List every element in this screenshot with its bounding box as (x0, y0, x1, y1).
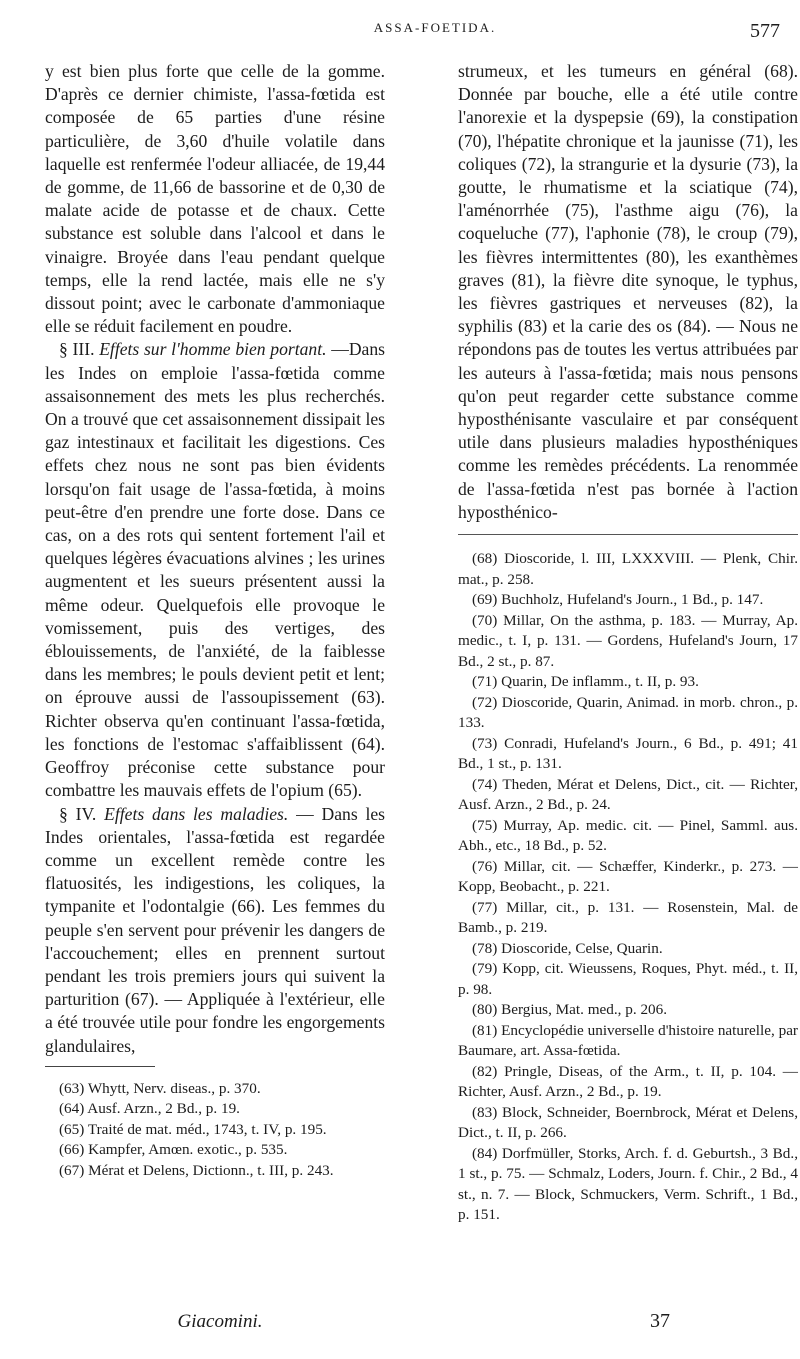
footnote: (65) Traité de mat. méd., 1743, t. IV, p. 195. (59, 1120, 327, 1138)
footnote: (63) Whytt, Nerv. diseas., p. 370. (59, 1079, 261, 1097)
section-4-title: Effets dans les maladies. (104, 803, 289, 824)
footnote: (64) Ausf. Arzn., 2 Bd., p. 19. (59, 1100, 240, 1118)
right-footnotes (458, 549, 798, 1226)
section-3-label: § III. (59, 339, 95, 360)
section-3 (45, 338, 385, 802)
footnote: (83) Block, Schneider, Boernbrock, Mérat et Delens, Dict., t. II, p. 266. (458, 1103, 798, 1142)
section-4-text: — Dans les Indes orientales, l'assa-fœtida est regardée comme un excellent remède contre les flatuosités, les indigestions, les coliques, la tympanite et l'odontalgie (66). Les femmes du peuple s'en servent pour prévenir les dangers de l'accouchement; elles en prennent surtout pendant les trois premiers jours qui suivent la parturition (67). — Appliquée à l'extérieur, elle a été trouvée utile pour fondre les engorgements glandulaires, (45, 803, 386, 1056)
footnote: (68) Dioscoride, l. III, LXXXVIII. — Plenk, Chir. mat., p. 258. (458, 550, 798, 588)
footnote: (77) Millar, cit., p. 131. — Rosenstein, Mal. de Bamb., p. 219. (458, 898, 798, 937)
footnote: (70) Millar, On the asthma, p. 183. — Murray, Ap. medic., t. I, p. 131. — Gordens, Hufeland's Journ, 17 Bd., 2 st., p. 87. (458, 611, 798, 670)
footnote: (69) Buchholz, Hufeland's Journ., 1 Bd., p. 147. (472, 591, 764, 609)
footnote: (84) Dorfmüller, Storks, Arch. f. d. Geburtsh., 3 Bd., 1 st., p. 75. — Schmalz, Loders, Journ. f. Chir., 2 Bd., 4 st., n. 7. — Block, Schmuckers, Verm. Schrift., 1 Bd., p. 151. (458, 1144, 798, 1224)
footnote: (82) Pringle, Diseas, of the Arm., t. II, p. 104. — Richter, Ausf. Arzn., 2 Bd., p. 19. (458, 1062, 798, 1101)
footnote: (73) Conradi, Hufeland's Journ., 6 Bd., p. 491; 41 Bd., 1 st., p. 131. (458, 734, 798, 773)
footnote: (81) Encyclopédie universelle d'histoire naturelle, par Baumare, art. Assa-fœtida. (458, 1021, 798, 1060)
section-3-text: —Dans les Indes on emploie l'assa-fœtida comme assaisonnement des mets les plus recherchés. On a trouvé que cet assaisonnement dissipait les gaz intestinaux et facilitait les digestions. Ces effets chez nous ne sont pas bien évidents lorsqu'on fait usage de l'assa-fœtida, à moins peut-être d'en prendre une forte dose. Dans ce cas, on a des rots qui sentent fortement l'ail et quelques légères évacuations alvines ; les urines augmentent et les sueurs présentent aussi la même odeur. Quelquefois elle provoque le vomissement, puis des vertiges, des éblouissements, de l'anxiété, de la faiblesse dans les membres; le pouls devient petit et lent; on éprouve aussi de l'assoupissement (63). Richter observa qu'en continuant l'assa-fœtida, les fonctions de l'estomac s'affaiblissent (64). Geoffroy préconise cette substance pour combattre les mauvais effets de l'opium (65). (45, 339, 385, 801)
printer-signature: Giacomini. (177, 1311, 263, 1332)
signature-number: 37 (650, 1310, 670, 1332)
footnote: (78) Dioscoride, Celse, Quarin. (472, 939, 663, 957)
section-4 (45, 803, 385, 1058)
section-4-label: § IV. (59, 803, 97, 824)
footnote: (75) Murray, Ap. medic. cit. — Pinel, Samml. aus. Abh., etc., 18 Bd., p. 52. (458, 816, 798, 855)
footnote: (66) Kampfer, Amœn. exotic., p. 535. (59, 1141, 288, 1159)
footnote: (72) Dioscoride, Quarin, Animad. in morb. chron., p. 133. (458, 693, 798, 732)
body-paragraph: strumeux, et les tumeurs en général (68). Donnée par bouche, elle a été utile contre l'anorexie et la dyspepsie (69), la constipation (70), l'hépatite chronique et la jaunisse (71), les coliques (72), la strangurie et la dysurie (73), la goutte, le rhumatisme et la sciatique (74), l'aménorrhée (75), l'asthme aigu (76), la coqueluche (77), l'aphonie (78), le croup (79), les fièvres intermittentes (80), les exanthèmes graves (81), la fièvre dite synoque, le typhus, les fièvres gastriques et nerveuses (82), la syphilis (83) et la carie des os (84). — Nous ne répondons pas de toutes les vertus attribuées par les auteurs à l'assa-fœtida; mais nous pensons qu'on peut regarder cette substance comme hyposthénisante vasculaire et par conséquent utile dans plusieurs maladies hyposthéniques comme les remèdes précédents. La renommée de l'assa-fœtida n'est pas bornée à l'action hyposthénico- (458, 61, 798, 522)
page-header (90, 20, 780, 50)
left-footnotes (45, 1079, 385, 1182)
footnote-divider (45, 1066, 155, 1067)
running-head: ASSA-FOETIDA. (373, 20, 497, 35)
footnote: (80) Bergius, Mat. med., p. 206. (472, 1001, 668, 1019)
footnote-divider (458, 534, 798, 535)
footnote: (67) Mérat et Delens, Dictionn., t. III, p. 243. (59, 1161, 334, 1179)
footnote: (79) Kopp, cit. Wieussens, Roques, Phyt. méd., t. II, p. 98. (458, 960, 798, 998)
right-column (458, 60, 798, 1226)
body-paragraph: y est bien plus forte que celle de la gomme. D'après ce dernier chimiste, l'assa-fœtida est composée de 65 parties d'une résine particulière, de 3,60 d'huile volatile dans laquelle est renfermée l'odeur alliacée, de 19,44 de gomme, de 11,66 de bassorine et de 0,30 de malate acide de potasse et de chaux. Cette substance est soluble dans l'alcool et dans le vinaigre. Broyée dans l'eau pendant quelque temps, elle la rend lactée, mais elle ne s'y dissout point; avec le carbonate d'ammoniaque elle se réduit facilement en poudre. (45, 61, 385, 337)
section-3-title: Effets sur l'homme bien portant. (99, 339, 327, 360)
footnote: (74) Theden, Mérat et Delens, Dict., cit. — Richter, Ausf. Arzn., 2 Bd., p. 24. (458, 775, 798, 814)
footnote: (71) Quarin, De inflamm., t. II, p. 93. (472, 673, 699, 691)
page-number: 577 (750, 20, 780, 42)
left-column (45, 60, 385, 1181)
footnote: (76) Millar, cit. — Schæffer, Kinderkr., p. 273. — Kopp, Beobacht., p. 221. (458, 857, 798, 896)
